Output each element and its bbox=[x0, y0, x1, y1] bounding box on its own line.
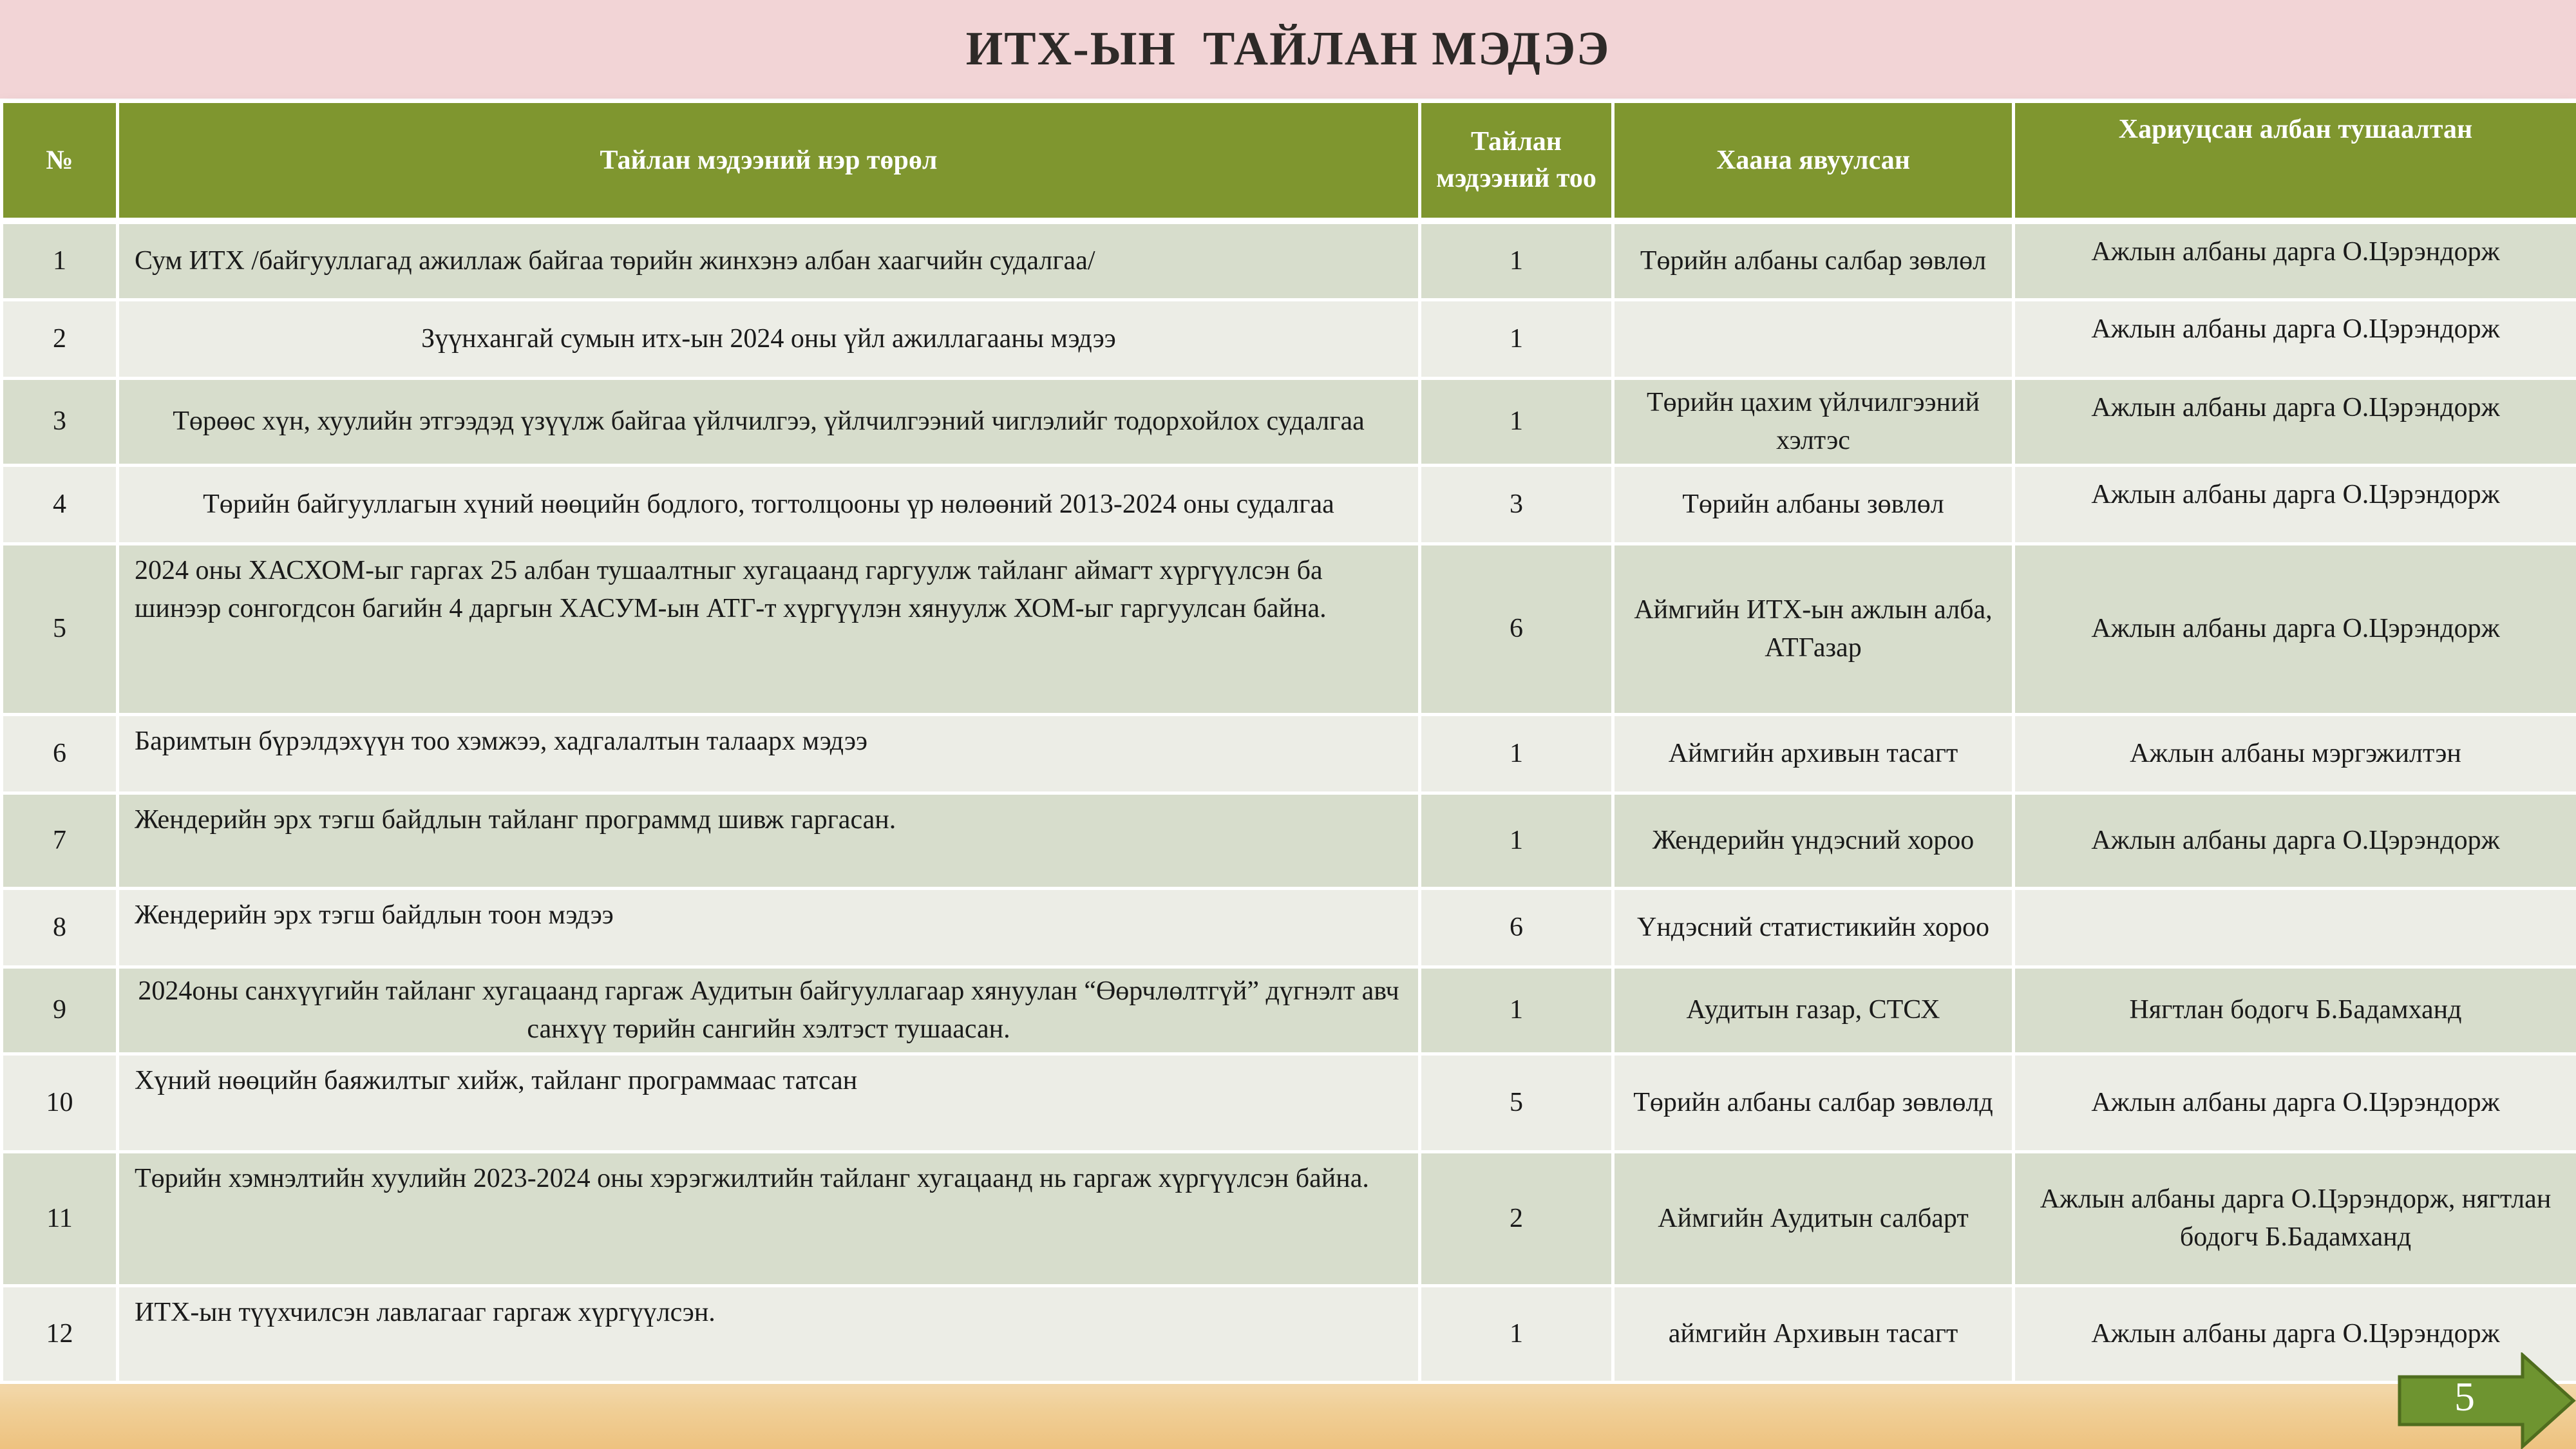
cell-name: ИТХ-ын түүхчилсэн лавлагааг гаргаж хүргүүлсэн. bbox=[118, 1285, 1420, 1382]
cell-name: Жендерийн эрх тэгш байдлын тайланг программд шивж гаргасан. bbox=[118, 793, 1420, 888]
cell-where: Төрийн албаны зөвлөл bbox=[1613, 465, 2014, 544]
cell-responsible: Ажлын албаны дарга О.Цэрэндорж bbox=[2014, 299, 2576, 378]
cell-responsible: Ажлын албаны дарга О.Цэрэндорж bbox=[2014, 221, 2576, 299]
cell-responsible: Ажлын албаны дарга О.Цэрэндорж bbox=[2014, 793, 2576, 888]
table-row bbox=[2, 1054, 2576, 1151]
cell-name: Хүний нөөцийн баяжилтыг хийж, тайланг программаас татсан bbox=[118, 1054, 1420, 1151]
cell-name: Жендерийн эрх тэгш байдлын тоон мэдээ bbox=[118, 888, 1420, 967]
cell-responsible: Ажлын албаны дарга О.Цэрэндорж bbox=[2014, 378, 2576, 465]
cell-count: 1 bbox=[1420, 299, 1613, 378]
cell-count: 1 bbox=[1420, 378, 1613, 465]
cell-count: 6 bbox=[1420, 888, 1613, 967]
table-row bbox=[2, 888, 2576, 967]
cell-where: аймгийн Архивын тасагт bbox=[1613, 1285, 2014, 1382]
cell-where: Аймгийн ИТХ-ын ажлын алба, АТГазар bbox=[1613, 544, 2014, 714]
slide-title: ИТХ-ЫН ТАЙЛАН МЭДЭЭ bbox=[965, 23, 1611, 75]
table-row bbox=[2, 544, 2576, 714]
cell-responsible: Ажлын албаны дарга О.Цэрэндорж bbox=[2014, 465, 2576, 544]
table-row bbox=[2, 967, 2576, 1054]
table-row bbox=[2, 793, 2576, 888]
header-name: Тайлан мэдээний нэр төрөл bbox=[118, 102, 1420, 222]
table-row bbox=[2, 299, 2576, 378]
cell-name: Төрийн байгууллагын хүний нөөцийн бодлого, тогтолцооны үр нөлөөний 2013-2024 оны судалгаа bbox=[118, 465, 1420, 544]
table-row bbox=[2, 378, 2576, 465]
cell-count: 1 bbox=[1420, 1285, 1613, 1382]
cell-responsible: Ажлын албаны дарга О.Цэрэндорж, нягтлан бодогч Б.Бадамханд bbox=[2014, 1151, 2576, 1285]
next-slide-button[interactable] bbox=[2397, 1352, 2576, 1449]
cell-where: Аймгийн архивын тасагт bbox=[1613, 714, 2014, 793]
table-header-row bbox=[2, 102, 2576, 222]
cell-num: 5 bbox=[2, 544, 118, 714]
cell-num: 7 bbox=[2, 793, 118, 888]
cell-num: 6 bbox=[2, 714, 118, 793]
cell-num: 8 bbox=[2, 888, 118, 967]
cell-num: 4 bbox=[2, 465, 118, 544]
cell-name: Төрөөс хүн, хуулийн этгээдэд үзүүлж байгаа үйлчилгээ, үйлчилгээний чиглэлийг тодорхойлох судалгаа bbox=[118, 378, 1420, 465]
cell-num: 2 bbox=[2, 299, 118, 378]
cell-where: Аудитын газар, СТСХ bbox=[1613, 967, 2014, 1054]
cell-count: 5 bbox=[1420, 1054, 1613, 1151]
cell-name: Төрийн хэмнэлтийн хуулийн 2023-2024 оны хэрэгжилтийн тайланг хугацаанд нь гаргаж хүргүүлсэн байна. bbox=[118, 1151, 1420, 1285]
report-table-container bbox=[0, 100, 2576, 1359]
cell-num: 1 bbox=[2, 221, 118, 299]
table-row bbox=[2, 221, 2576, 299]
cell-where: Төрийн албаны салбар зөвлөлд bbox=[1613, 1054, 2014, 1151]
cell-count: 1 bbox=[1420, 714, 1613, 793]
cell-name: Сум ИТХ /байгууллагад ажиллаж байгаа төрийн жинхэнэ албан хаагчийн судалгаа/ bbox=[118, 221, 1420, 299]
table-row bbox=[2, 714, 2576, 793]
title-band bbox=[0, 0, 2576, 99]
cell-num: 12 bbox=[2, 1285, 118, 1382]
page-number: 5 bbox=[2454, 1374, 2475, 1419]
cell-where: Үндэсний статистикийн хороо bbox=[1613, 888, 2014, 967]
cell-responsible bbox=[2014, 888, 2576, 967]
cell-responsible: Ажлын албаны мэргэжилтэн bbox=[2014, 714, 2576, 793]
header-count: Тайлан мэдээний тоо bbox=[1420, 102, 1613, 222]
cell-name: 2024оны санхүүгийн тайланг хугацаанд гаргаж Аудитын байгууллагаар хянуулан “Өөрчлөлтгүй” дүгнэлт авч санхүү төрийн сангийн хэлтэст тушаасан. bbox=[118, 967, 1420, 1054]
table-row bbox=[2, 465, 2576, 544]
cell-name: 2024 оны ХАСХОМ-ыг гаргах 25 албан тушаалтныг хугацаанд гаргуулж тайланг аймагт хүргүүлсэн ба шинээр сонгогдсон багийн 4 даргын ХАСУМ-ын АТГ-т хүргүүлэн хянуулж ХОМ-ыг гаргуулсан байна. bbox=[118, 544, 1420, 714]
cell-num: 9 bbox=[2, 967, 118, 1054]
cell-responsible: Ажлын албаны дарга О.Цэрэндорж bbox=[2014, 1054, 2576, 1151]
cell-count: 1 bbox=[1420, 793, 1613, 888]
table-row bbox=[2, 1285, 2576, 1382]
header-num: № bbox=[2, 102, 118, 222]
cell-num: 3 bbox=[2, 378, 118, 465]
cell-responsible: Ажлын албаны дарга О.Цэрэндорж bbox=[2014, 544, 2576, 714]
cell-count: 6 bbox=[1420, 544, 1613, 714]
cell-where: Төрийн албаны салбар зөвлөл bbox=[1613, 221, 2014, 299]
cell-name: Зүүнхангай сумын итх-ын 2024 оны үйл ажиллагааны мэдээ bbox=[118, 299, 1420, 378]
header-where: Хаана явуулсан bbox=[1613, 102, 2014, 222]
report-table bbox=[0, 100, 2576, 1384]
cell-num: 11 bbox=[2, 1151, 118, 1285]
table-row bbox=[2, 1151, 2576, 1285]
cell-responsible: Ажлын албаны дарга О.Цэрэндорж bbox=[2014, 1285, 2576, 1382]
cell-num: 10 bbox=[2, 1054, 118, 1151]
cell-where: Жендерийн үндэсний хороо bbox=[1613, 793, 2014, 888]
cell-count: 1 bbox=[1420, 967, 1613, 1054]
cell-count: 3 bbox=[1420, 465, 1613, 544]
cell-responsible: Нягтлан бодогч Б.Бадамханд bbox=[2014, 967, 2576, 1054]
cell-count: 2 bbox=[1420, 1151, 1613, 1285]
cell-where: Аймгийн Аудитын салбарт bbox=[1613, 1151, 2014, 1285]
cell-where: Төрийн цахим үйлчилгээний хэлтэс bbox=[1613, 378, 2014, 465]
cell-count: 1 bbox=[1420, 221, 1613, 299]
cell-where bbox=[1613, 299, 2014, 378]
cell-name: Баримтын бүрэлдэхүүн тоо хэмжээ, хадгалалтын талаарх мэдээ bbox=[118, 714, 1420, 793]
header-responsible: Хариуцсан албан тушаалтан bbox=[2014, 102, 2576, 222]
